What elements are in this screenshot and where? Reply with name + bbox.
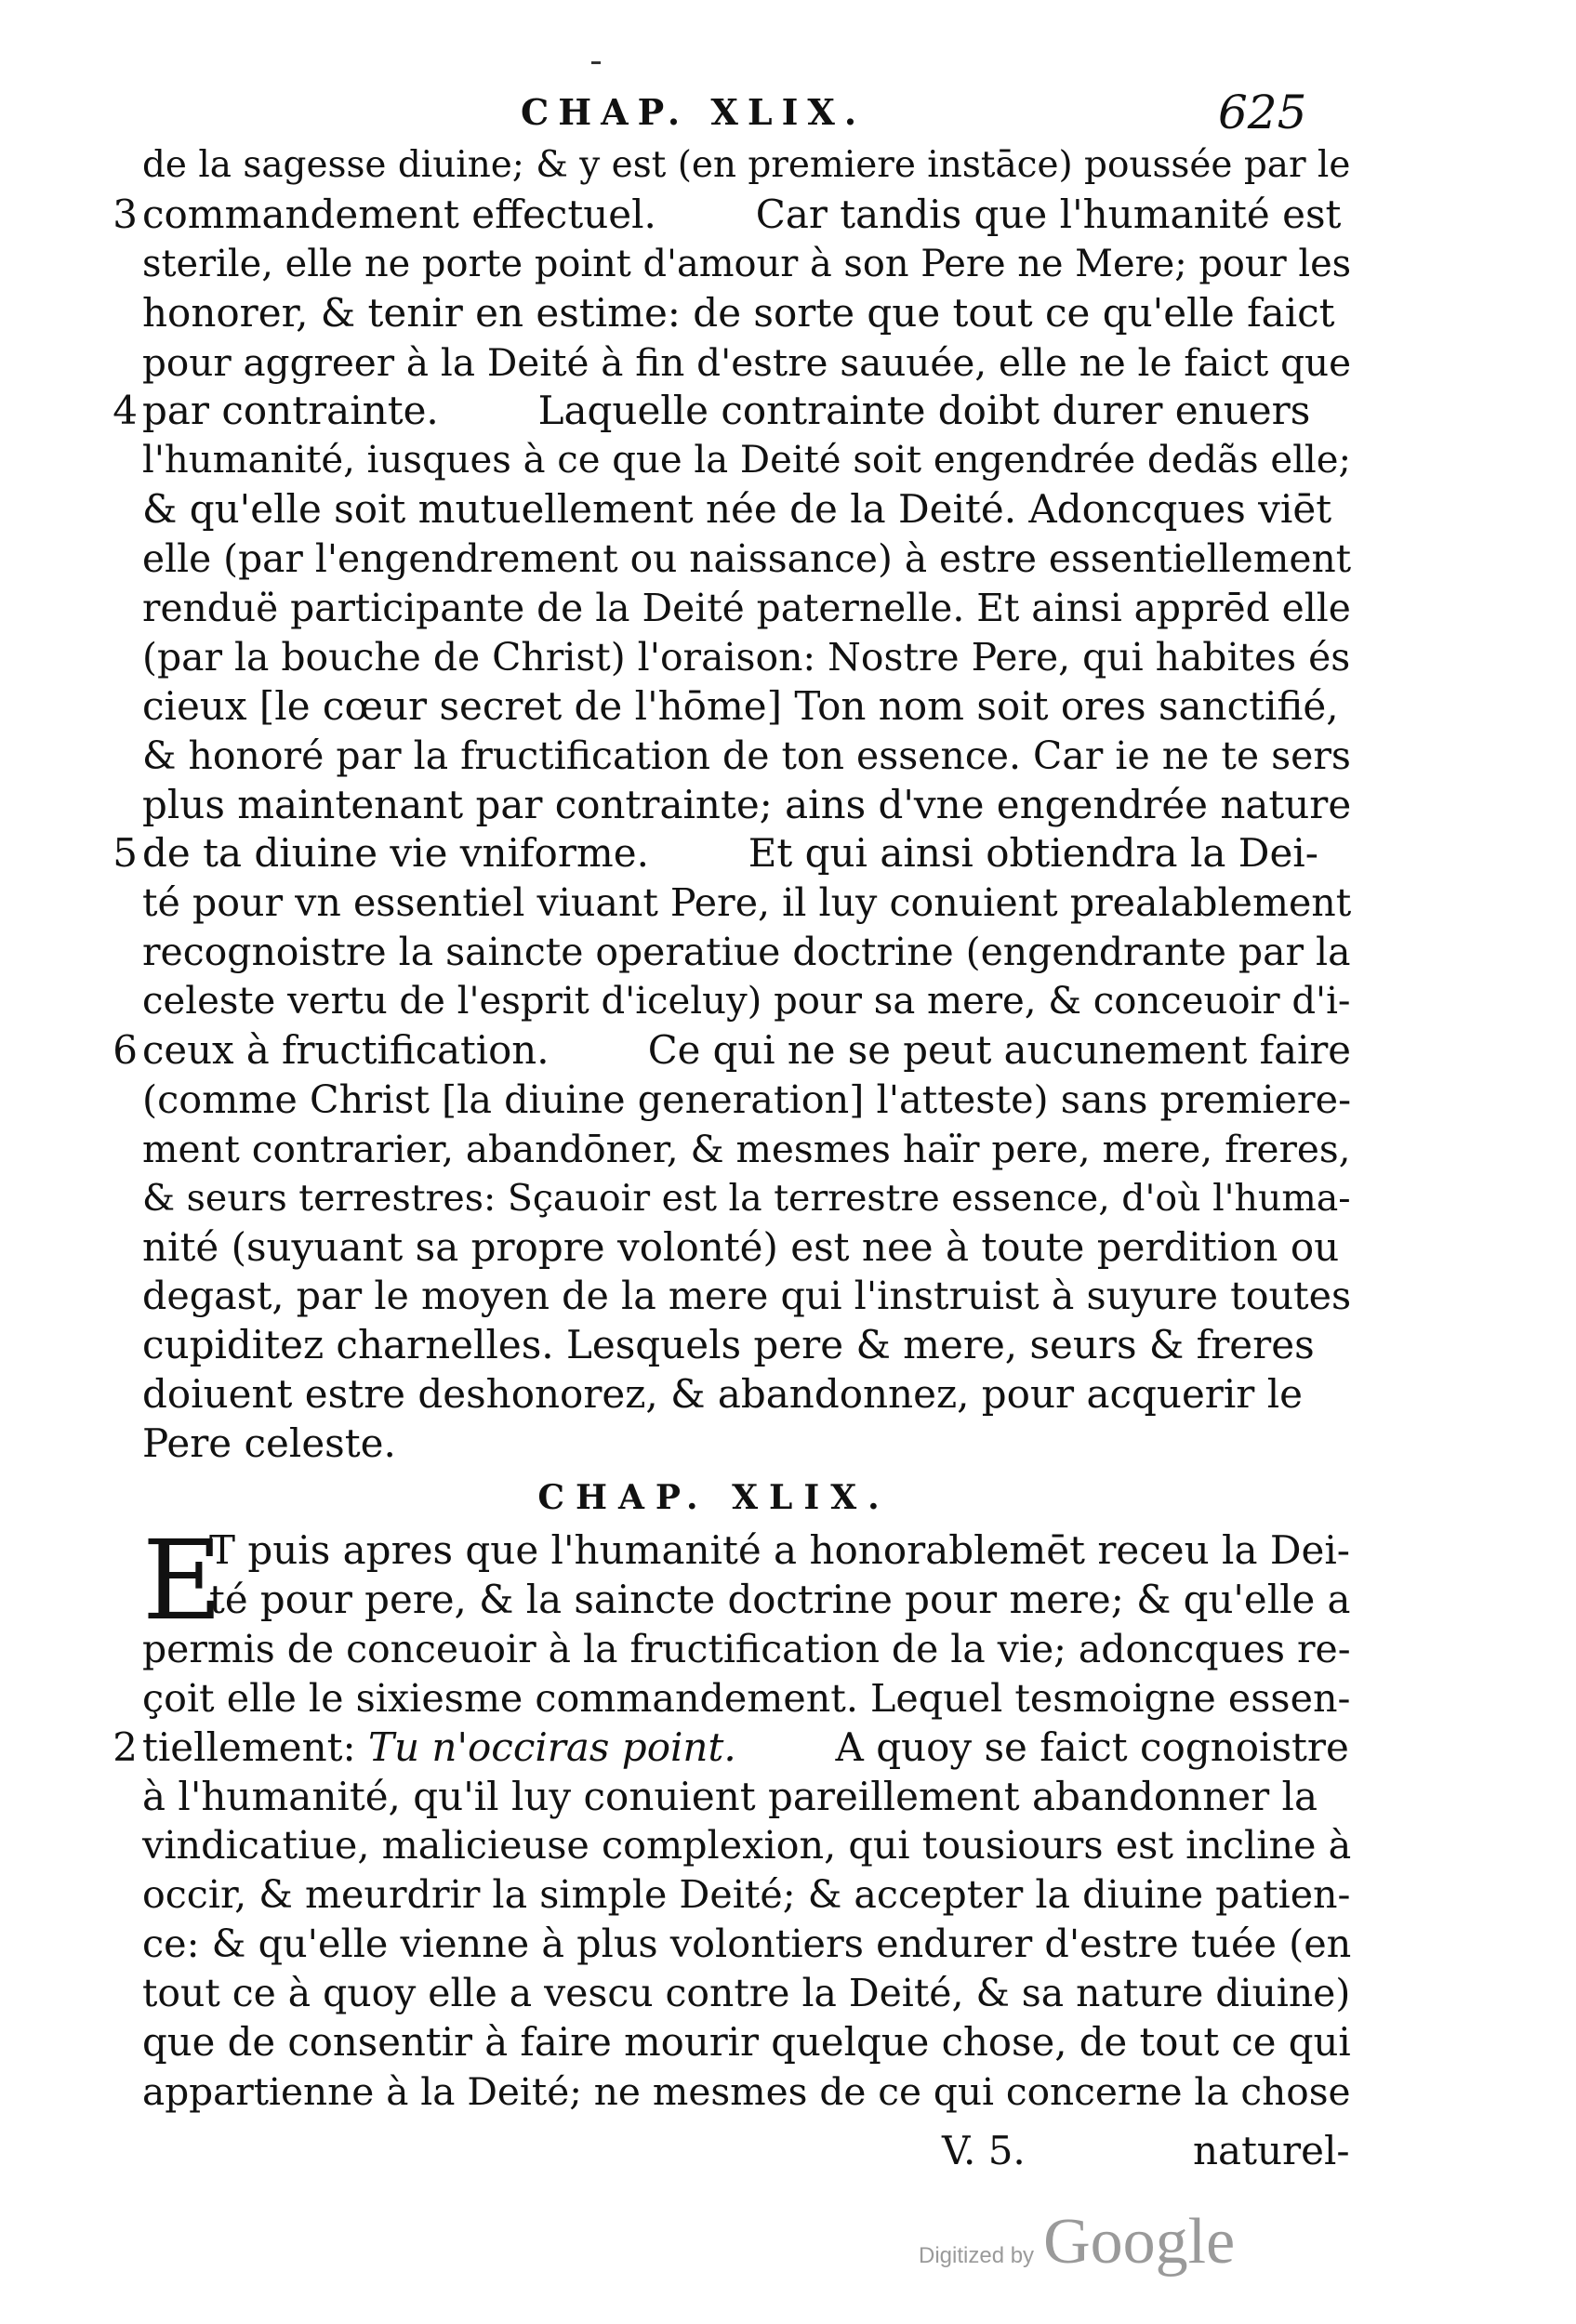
line-text: elle (par l'engendrement ou naissance) à estre essentiellement: [142, 536, 1352, 582]
text-line: [113, 191, 1351, 240]
paragraph-chapter-49: [113, 1516, 1352, 2117]
text-line: [142, 682, 1351, 732]
text-line: [142, 1821, 1351, 1870]
line-text: à l'humanité, qu'il luy conuient pareillement abandonner la: [142, 1773, 1318, 1819]
line-text: doiuent estre deshonorez, & abandonnez, pour acquerir le: [142, 1371, 1304, 1418]
text-line: [142, 1773, 1351, 1822]
line-text: & honoré par la fructification de ton essence. Car ie ne te sers: [142, 733, 1351, 778]
margin-verse-number: 2: [113, 1723, 138, 1770]
text-line: [142, 1419, 1351, 1469]
text-line: [142, 436, 1351, 485]
line-text: nité (suyuant sa propre volonté) est nee à toute perdition ou: [142, 1223, 1340, 1270]
text-line: [142, 1370, 1351, 1419]
line-text: degast, par le moyen de la mere qui l'instruist à suyure toutes: [142, 1274, 1352, 1319]
line-text-rest: A quoy se faict cognoistre: [735, 1723, 1349, 1770]
text-line: [142, 928, 1351, 977]
line-text: ment contrarier, abandōner, & mesmes haïr pere, mere, freres,: [142, 1126, 1351, 1171]
text-line: [142, 240, 1351, 289]
margin-verse-number: 5: [113, 830, 138, 877]
line-text: (par la bouche de Christ) l'oraison: Nostre Pere, qui habites és: [142, 634, 1351, 680]
line-text: T puis apres que l'humanité a honorablemēt receu la Dei-: [209, 1527, 1351, 1574]
main-text: [113, 141, 1352, 2182]
line-text: l'humanité, iusques à ce que la Deité soit engendrée dedãs elle;: [142, 439, 1352, 482]
text-line: [142, 141, 1351, 191]
text-line: [142, 1674, 1351, 1723]
line-text: recognoistre la saincte operatiue doctrine (engendrante par la: [142, 930, 1351, 975]
page-number: 625: [1218, 86, 1307, 139]
text-line: [142, 732, 1351, 781]
line-text: té pour vn essentiel viuant Pere, il luy conuient prealablement: [142, 880, 1352, 926]
line-text: celeste vertu de l'esprit d'iceluy) pour sa mere, & conceuoir d'i-: [142, 980, 1351, 1023]
text-line: [142, 878, 1351, 928]
line-text: cieux [le cœur secret de l'hōme] Ton nom soit ores sanctifié,: [142, 682, 1339, 729]
page-footer: [142, 2117, 1351, 2182]
text-line: [113, 829, 1351, 878]
line-text: commandement effectuel. Car tandis que l'humanité est: [142, 191, 1342, 237]
catchword: naturel-: [1193, 2127, 1350, 2173]
line-text: permis de conceuoir à la fructification de la vie; adoncques re-: [142, 1626, 1351, 1671]
text-line: [142, 1576, 1351, 1625]
text-line: [113, 387, 1351, 436]
line-text: pour aggreer à la Deité à fin d'estre sauuée, elle ne le faict que: [142, 339, 1352, 385]
text-line: [142, 2067, 1351, 2117]
line-text: que de consentir à faire mourir quelque chose, de tout ce qui: [142, 2018, 1351, 2065]
line-text: renduë participante de la Deité paternelle. Et ainsi apprēd elle: [142, 586, 1351, 631]
text-line: [142, 289, 1351, 338]
line-text: occir, & meurdrir la simple Deité; & accepter la diuine patien-: [142, 1872, 1351, 1918]
chapter-heading: CHAP. XLIX.: [537, 1478, 891, 1518]
line-text: ceux à fructification. Ce qui ne se peut aucunement faire: [142, 1027, 1352, 1074]
google-logo: Google: [1043, 2206, 1236, 2278]
line-text: & seurs terrestres: Sçauoir est la terrestre essence, d'où l'huma-: [142, 1176, 1351, 1220]
margin-verse-number: 4: [113, 388, 138, 434]
ink-mark: [591, 61, 601, 64]
line-text: tout ce à quoy elle a vescu contre la Deité, & sa nature diuine): [142, 1971, 1351, 2016]
line-text: de la sagesse diuine; & y est (en premiere instāce) poussée par le: [142, 144, 1351, 186]
line-text: & qu'elle soit mutuellement née de la Deité. Adoncques viēt: [142, 486, 1332, 533]
text-line: [142, 1920, 1351, 1969]
line-text: Pere celeste.: [142, 1420, 396, 1467]
running-head: CHAP. XLIX.: [521, 91, 867, 133]
text-line: [142, 1625, 1351, 1674]
text-line: [142, 1870, 1351, 1920]
paragraph-chapter-48-end: [113, 141, 1352, 1469]
text-line: [142, 338, 1351, 388]
line-text: té pour pere, & la saincte doctrine pour mere; & qu'elle a: [209, 1576, 1351, 1622]
text-line: [142, 1174, 1351, 1223]
line-text: appartienne à la Deité; ne mesmes de ce qui concerne la chose: [142, 2068, 1351, 2114]
text-line: [142, 1321, 1351, 1370]
text-line: [142, 1272, 1351, 1321]
drop-cap: E: [142, 1516, 223, 1645]
line-text: par contrainte. Laquelle contrainte doibt durer enuers: [142, 388, 1311, 434]
line-text: tiellement:: [142, 1723, 356, 1770]
line-text: cupiditez charnelles. Lesquels pere & mere, seurs & freres: [142, 1322, 1315, 1368]
line-text: çoit elle le sixiesme commandement. Lequel tesmoigne essen-: [142, 1675, 1351, 1721]
text-line: [142, 781, 1351, 830]
text-line: [113, 1026, 1352, 1076]
text-line: [142, 485, 1351, 535]
line-text: (comme Christ [la diuine generation] l'atteste) sans premiere-: [142, 1076, 1352, 1122]
line-text: plus maintenant par contrainte; ains d'vne engendrée nature: [142, 781, 1352, 827]
margin-verse-number: 6: [113, 1027, 138, 1074]
text-line: [142, 633, 1351, 682]
line-text: de ta diuine vie vniforme. Et qui ainsi obtiendra la Dei-: [142, 830, 1318, 877]
text-line: [142, 2018, 1351, 2067]
text-line: [142, 535, 1351, 584]
digitized-by-google-watermark: [919, 2205, 1235, 2279]
line-text: ce: & qu'elle vienne à plus volontiers endurer d'estre tuée (en: [142, 1921, 1352, 1967]
text-line: [142, 1526, 1351, 1576]
signature-mark: V. 5.: [942, 2127, 1026, 2173]
line-text: sterile, elle ne porte point d'amour à son Pere ne Mere; pour les: [142, 242, 1352, 285]
italic-commandment: Tu n'occiras point.: [368, 1723, 736, 1770]
watermark-prefix: Digitized by: [919, 2243, 1035, 2268]
text-line: [113, 1723, 1351, 1773]
text-line: [142, 1125, 1351, 1174]
text-line: [142, 1223, 1351, 1273]
text-line: [142, 1969, 1351, 2018]
margin-verse-number: 3: [113, 191, 138, 237]
text-line: [142, 584, 1351, 633]
line-text: honorer, & tenir en estime: de sorte que tout ce qu'elle faict: [142, 289, 1335, 336]
text-line: [142, 977, 1351, 1026]
line-text: vindicatiue, malicieuse complexion, qui tousiours est incline à: [142, 1823, 1352, 1868]
text-line: [142, 1076, 1351, 1125]
